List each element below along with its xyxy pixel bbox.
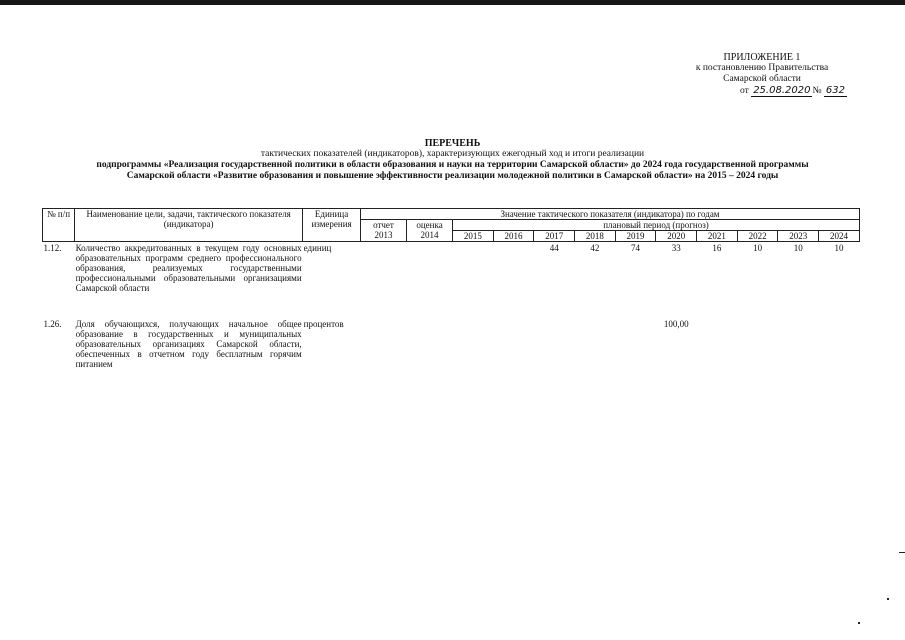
appendix-line-2: к постановлению Правительства	[695, 63, 829, 73]
heading-line-4: Самарской области «Развитие образования и повышение эффективности реализации молодежной политики в Самарской области» на 2015 – 2024 годы	[126, 171, 779, 181]
header-year: 2018	[575, 231, 616, 242]
value-2016	[493, 319, 534, 399]
value-2013	[360, 319, 406, 399]
table-row	[43, 319, 860, 399]
unit-of-measure: процентов	[303, 319, 344, 329]
value-2024: 10	[834, 243, 844, 253]
indicators-table	[42, 208, 860, 399]
value-2022	[737, 319, 778, 399]
scan-top-edge	[0, 0, 905, 5]
header-year: 2017	[534, 231, 575, 242]
handwritten-date: 25.08.2020	[753, 85, 811, 96]
document-heading	[0, 138, 905, 182]
scan-mark	[899, 552, 905, 553]
appendix-date-line	[677, 85, 847, 97]
value-2023	[778, 319, 819, 399]
value-2013	[360, 242, 406, 320]
value-2018: 42	[590, 243, 600, 253]
value-2014	[407, 242, 453, 320]
value-2020: 100,00	[663, 319, 689, 329]
value-2020: 33	[671, 243, 681, 253]
unit-of-measure: единиц	[303, 243, 332, 253]
header-year: 2023	[778, 231, 819, 242]
appendix-title: ПРИЛОЖЕНИЕ 1	[723, 52, 801, 63]
value-2021	[697, 319, 738, 399]
value-2019: 74	[631, 243, 641, 253]
value-2018	[575, 319, 616, 399]
heading-line-3: подпрограммы «Реализация государственной политики в области образования и науки на территории Самарской области» до 2024 года государственной программы	[96, 160, 809, 170]
value-2017	[534, 319, 575, 399]
number-prefix: №	[812, 86, 822, 96]
appendix-line-3: Самарской области	[723, 74, 801, 84]
header-year: 2020	[656, 231, 697, 242]
header-year: 2021	[697, 231, 738, 242]
scan-mark	[858, 622, 860, 624]
value-2015	[453, 242, 494, 320]
header-values-group: Значение тактического показателя (индикатора) по годам	[360, 209, 859, 220]
value-2024	[819, 319, 860, 399]
value-2017: 44	[549, 243, 559, 253]
value-2021: 16	[712, 243, 722, 253]
row-number: 1.12.	[43, 243, 62, 253]
handwritten-number: 632	[825, 85, 845, 96]
value-2016	[493, 242, 534, 320]
scan-mark	[887, 598, 889, 600]
indicator-name: Доля обучающихся, получающих начальное общее образование в государственных и муниципальных образовательных организациях Самарской области, обеспеченных в отчетном году бесплатным горячим питанием	[75, 319, 302, 369]
header-name: Наименование цели, задачи, тактического показателя (индикатора)	[75, 209, 303, 242]
heading-title: ПЕРЕЧЕНЬ	[424, 138, 481, 149]
row-number: 1.26.	[43, 319, 62, 329]
table-row	[43, 242, 860, 320]
value-2019	[615, 319, 656, 399]
header-plan-period: плановый период (прогноз)	[453, 220, 860, 231]
header-report: отчет 2013	[360, 220, 406, 242]
date-prefix: от	[740, 86, 749, 96]
heading-line-2: тактических показателей (индикаторов), характеризующих ежегодный ход и итоги реализации	[260, 149, 645, 159]
indicator-name: Количество аккредитованных в текущем году основных образовательных программ среднего профессионального образования, реализуемых государственными профессиональными образовательными организациями Самарской области	[75, 243, 302, 293]
value-2015	[453, 319, 494, 399]
header-year: 2024	[819, 231, 860, 242]
header-year: 2016	[493, 231, 534, 242]
header-year: 2019	[615, 231, 656, 242]
appendix-block	[677, 52, 847, 97]
header-num: № п/п	[43, 209, 75, 242]
value-2023: 10	[793, 243, 803, 253]
header-year: 2022	[737, 231, 778, 242]
header-year: 2015	[453, 231, 494, 242]
value-2022: 10	[753, 243, 763, 253]
header-estimate: оценка 2014	[407, 220, 453, 242]
value-2014	[407, 319, 453, 399]
header-unit: Единица измерения	[303, 209, 361, 242]
